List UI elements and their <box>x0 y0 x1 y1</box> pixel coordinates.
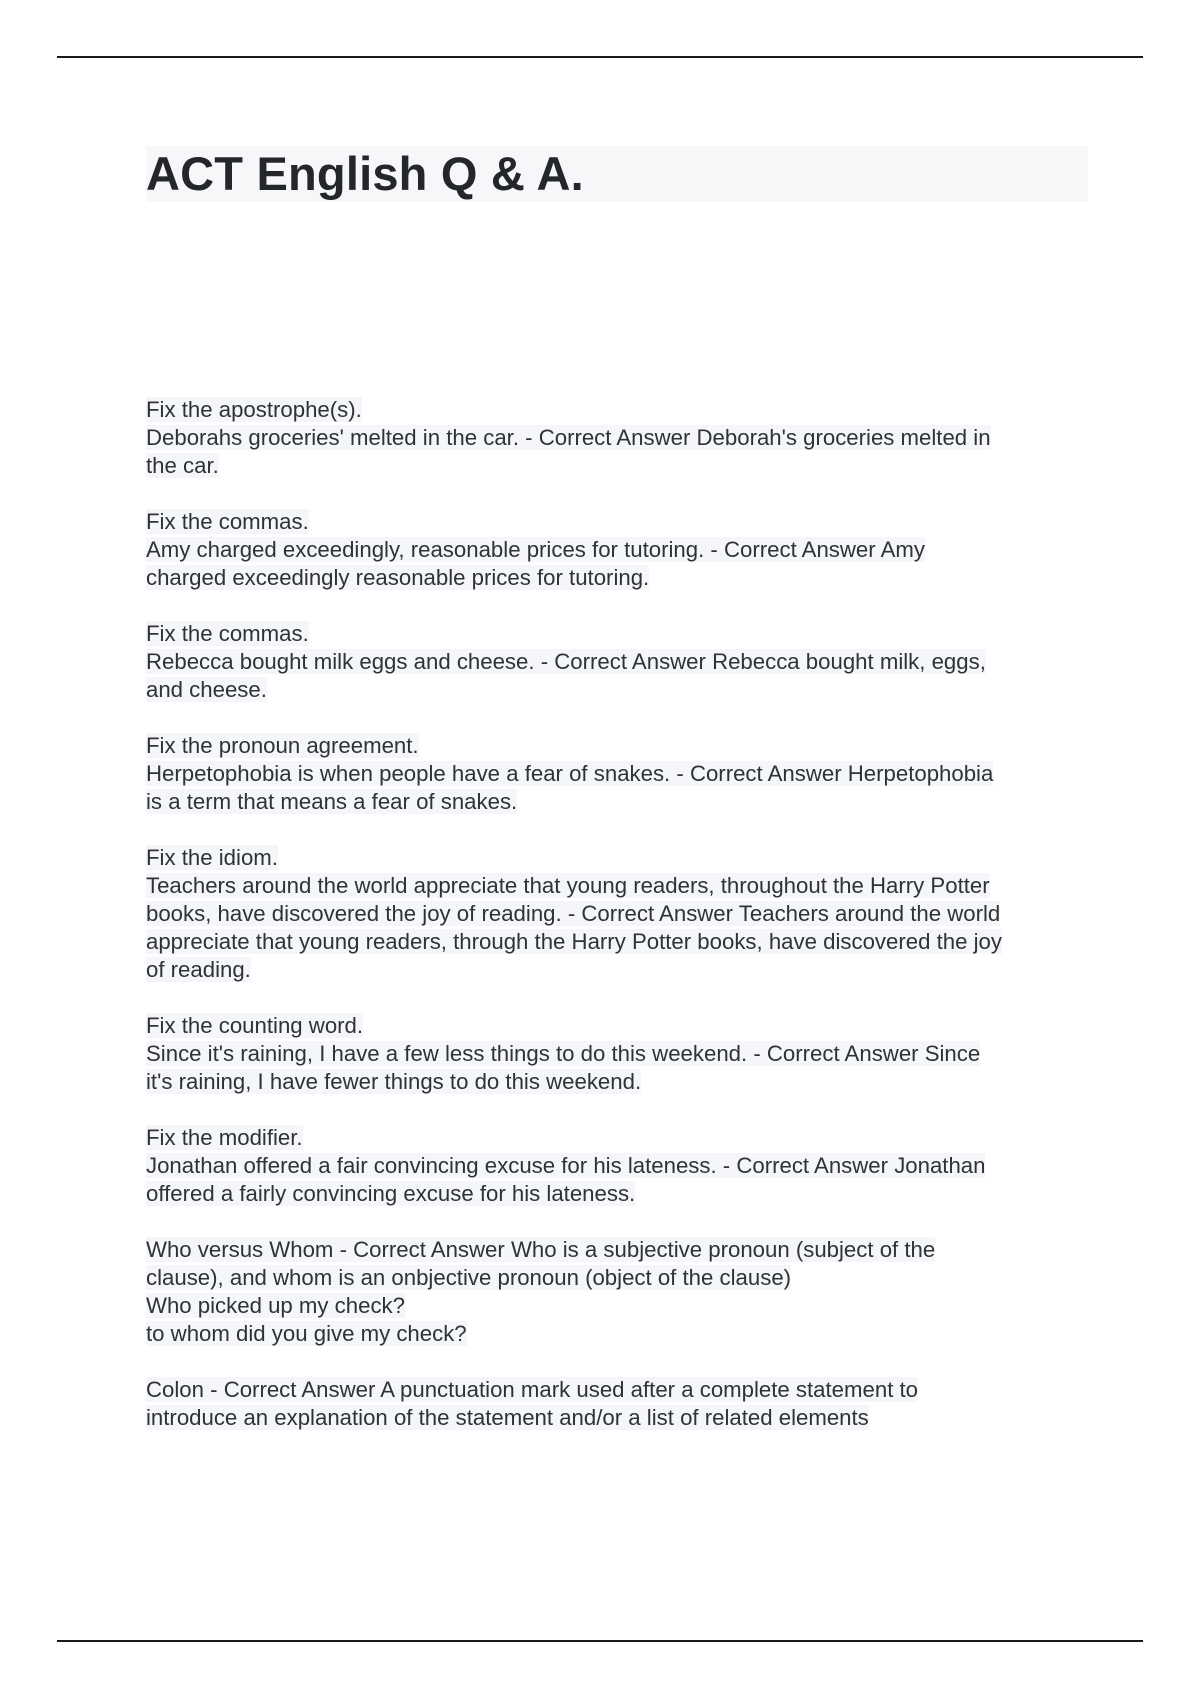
qa-item <box>146 844 1086 984</box>
document-title: ACT English Q & A. <box>146 147 584 200</box>
qa-answer-line: is a term that means a fear of snakes. <box>146 789 518 814</box>
qa-item <box>146 396 1086 480</box>
qa-item <box>146 1236 1086 1348</box>
qa-answer-line: the car. <box>146 453 219 478</box>
qa-answer-line: appreciate that young readers, through the Harry Potter books, have discovered the joy <box>146 929 1002 954</box>
qa-question-line: Fix the idiom. <box>146 845 278 870</box>
qa-answer-line: Herpetophobia is when people have a fear of snakes. - Correct Answer Herpetophobia <box>146 761 994 786</box>
qa-definition-line: Colon - Correct Answer A punctuation mark used after a complete statement to <box>146 1377 919 1402</box>
qa-answer-line: Deborahs groceries' melted in the car. - Correct Answer Deborah's groceries melted in <box>146 425 991 450</box>
qa-item <box>146 620 1086 704</box>
qa-answer-line: it's raining, I have fewer things to do this weekend. <box>146 1069 642 1094</box>
qa-answer-line: Rebecca bought milk eggs and cheese. - Correct Answer Rebecca bought milk, eggs, <box>146 649 986 674</box>
qa-example-line: to whom did you give my check? <box>146 1321 467 1346</box>
qa-answer-line: and cheese. <box>146 677 267 702</box>
qa-answer-line: Teachers around the world appreciate that young readers, throughout the Harry Potter <box>146 873 990 898</box>
qa-item <box>146 508 1086 592</box>
qa-question-line: Fix the modifier. <box>146 1125 303 1150</box>
bottom-rule <box>57 1640 1143 1642</box>
qa-example-line: Who picked up my check? <box>146 1293 405 1318</box>
qa-definition-line: clause), and whom is an onbjective pronoun (object of the clause) <box>146 1265 792 1290</box>
qa-item <box>146 732 1086 816</box>
qa-answer-line: charged exceedingly reasonable prices for tutoring. <box>146 565 650 590</box>
qa-question-line: Fix the commas. <box>146 509 309 534</box>
qa-question-line: Fix the pronoun agreement. <box>146 733 419 758</box>
qa-answer-line: Amy charged exceedingly, reasonable prices for tutoring. - Correct Answer Amy <box>146 537 925 562</box>
qa-question-line: Fix the commas. <box>146 621 309 646</box>
qa-list <box>146 396 1086 1460</box>
qa-definition-line: introduce an explanation of the statement and/or a list of related elements <box>146 1405 869 1430</box>
qa-answer-line: Jonathan offered a fair convincing excuse for his lateness. - Correct Answer Jonathan <box>146 1153 986 1178</box>
qa-answer-line: offered a fairly convincing excuse for his lateness. <box>146 1181 636 1206</box>
qa-question-line: Fix the counting word. <box>146 1013 364 1038</box>
qa-answer-line: books, have discovered the joy of reading. - Correct Answer Teachers around the world <box>146 901 1001 926</box>
qa-question-line: Fix the apostrophe(s). <box>146 397 362 422</box>
qa-item <box>146 1124 1086 1208</box>
qa-item <box>146 1376 1086 1432</box>
top-rule <box>57 56 1143 58</box>
qa-answer-line: of reading. <box>146 957 251 982</box>
qa-definition-line: Who versus Whom - Correct Answer Who is a subjective pronoun (subject of the <box>146 1237 936 1262</box>
qa-answer-line: Since it's raining, I have a few less things to do this weekend. - Correct Answer Since <box>146 1041 981 1066</box>
qa-item <box>146 1012 1086 1096</box>
